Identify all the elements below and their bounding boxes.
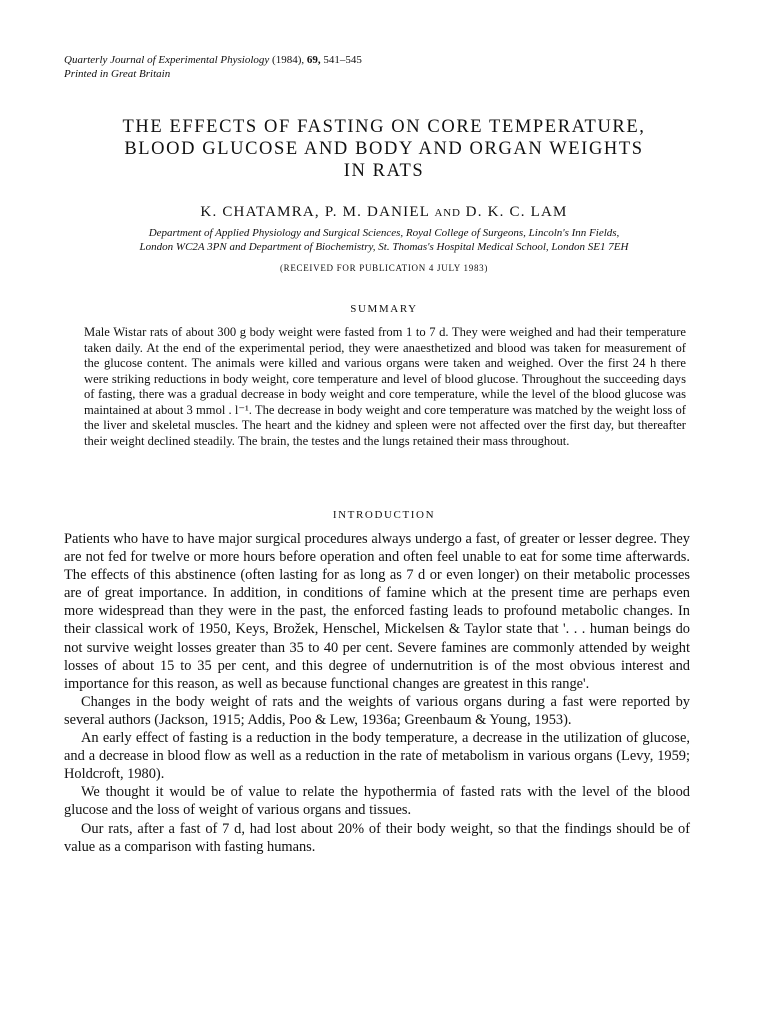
journal-volume: 69, xyxy=(306,54,321,66)
title-line-1: THE EFFECTS OF FASTING ON CORE TEMPERATURE, xyxy=(122,117,646,137)
journal-year: (1984), xyxy=(272,54,305,66)
title-line-3: IN RATS xyxy=(343,161,425,181)
authors-last: D. K. C. LAM xyxy=(465,204,568,220)
journal-header xyxy=(64,53,362,81)
journal-name: Quarterly Journal of Experimental Physiology xyxy=(64,54,270,66)
affiliation-line-2: London WC2A 3PN and Department of Biochemistry, St. Thomas's Hospital Medical School, London SE1 7EH xyxy=(139,241,629,253)
introduction-heading: INTRODUCTION xyxy=(332,509,436,521)
authors-and: AND xyxy=(434,207,461,219)
intro-paragraph: We thought it would be of value to relate the hypothermia of fasted rats with the level of the blood glucose and the loss of weight of various organs and tissues. xyxy=(64,784,690,819)
intro-paragraph: Changes in the body weight of rats and the weights of various organs during a fast were reported by several authors (Jackson, 1915; Addis, Poo & Lew, 1936a; Greenbaum & Young, 1953). xyxy=(64,693,690,728)
article-title xyxy=(40,116,728,182)
received-date: (RECEIVED FOR PUBLICATION 4 JULY 1983) xyxy=(279,263,489,273)
intro-paragraph: An early effect of fasting is a reduction in the body temperature, a decrease in the utilization of glucose, and a decrease in blood flow as well as a reduction in the rate of metabolism in various organs (Levy, 1959; Holdcroft, 1980). xyxy=(64,730,690,783)
title-line-2: BLOOD GLUCOSE AND BODY AND ORGAN WEIGHTS xyxy=(124,139,644,159)
introduction-body xyxy=(64,530,690,856)
affiliation-line-1: Department of Applied Physiology and Surgical Sciences, Royal College of Surgeons, Lincoln's Inn Fields, xyxy=(148,227,620,239)
printed-note: Printed in Great Britain xyxy=(64,68,171,80)
intro-paragraph: Our rats, after a fast of 7 d, had lost about 20% of their body weight, so that the findings should be of value as a comparison with fasting humans. xyxy=(64,820,690,855)
summary-text: Male Wistar rats of about 300 g body weight were fasted from 1 to 7 d. They were weighed and had their temperature taken daily. At the end of the experimental period, they were anaesthetized and blood was taken for measurement of the glucose content. The animals were killed and various organs were taken and weighed. Over the first 24 h there were striking reductions in body weight, core temperature and level of blood glucose. Throughout the succeeding days of fasting, there was a gradual decrease in body weight and core temperature, while the level of the blood glucose was maintained at about 3 mmol . l⁻¹. The decrease in body weight and core temperature was matched by the weight loss of the liver and skeletal muscles. The heart and the kidney and spleen were not affected over the first day, but thereafter their weight declined steadily. The brain, the testes and the lungs retained their mass throughout. xyxy=(84,325,686,448)
intro-paragraph: Patients who have to have major surgical procedures always undergo a fast, of greater or lesser degree. They are not fed for twelve or more hours before operation and often feel unable to eat for some time afterwards. The effects of this abstinence (often lasting for as long as 7 d or even longer) on their metabolic processes are of great importance. In addition, in conditions of famine which at the present time are perhaps even more widespread than they were in the past, the enforced fasting leads to profound metabolic changes. In their classical work of 1950, Keys, Brožek, Henschel, Mickelsen & Taylor state that '. . . human beings do not survive weight losses greater than 35 to 40 per cent. Severe famines are commonly attended by weight losses of about 15 to 35 per cent, and this degree of undernutrition is of the most obvious interest and importance for this reason, as well as because functional changes are greatest in this range'. xyxy=(64,531,690,692)
authors xyxy=(40,204,728,221)
affiliation xyxy=(40,226,728,254)
journal-citation xyxy=(64,53,362,67)
authors-first: K. CHATAMRA, P. M. DANIEL xyxy=(200,204,430,220)
journal-pages: 541–545 xyxy=(323,54,362,66)
summary-heading: SUMMARY xyxy=(350,303,418,315)
